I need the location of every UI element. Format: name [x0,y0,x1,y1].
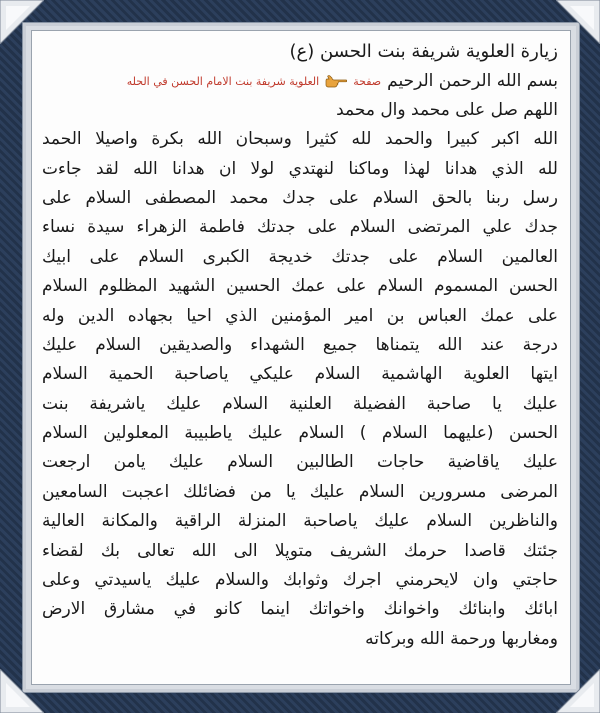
salawat: اللهم صل على محمد وال محمد [336,99,558,120]
text-line: رسل ربنا بالحق السلام على جدك محمد المصطفى السلام على [42,187,558,208]
text-line: ومغاربها ورحمة الله وبركاته [365,628,558,649]
page-name: العلوية شريفة بنت الامام الحسن في الحله [126,74,320,88]
text-line: ابائك وابنائك واخوانك واخواتك اينما كانو في مشارق الارض [42,599,558,620]
header-line [42,66,558,95]
text-line: المرضى مسرورين السلام عليك يا من فضائلك اعجبت السامعين [42,481,558,502]
document-title: زيارة العلوية شريفة بنت الحسن (ع) [289,41,558,62]
text-line: عليك يا صاحبة الفضيلة العلنية السلام عليك ياشريفة بنت [42,393,558,414]
text-line: لله الذي هدانا لهذا وماكنا لنهتدي لولا ان هدانا الله لقد جاءت [42,158,558,179]
document-page [31,30,571,685]
text-line: حاجتي وان لايحرمني اجرك وثوابك والسلام عليك ياسيدتي وعلى [42,570,558,591]
text-line: على عمك العباس بن امير المؤمنين الذي احيا بجهاده الدين وله [42,305,558,326]
text-line: الله اكبر كبيرا والحمد لله كثيرا وسبحان الله بكرة واصيلا الحمد [42,129,558,150]
text-line: والناظرين السلام عليك ياصاحبة المنزلة الراقية والمكانة العالية [42,511,558,532]
text-line: ايتها العلوية الهاشمية السلام عليكي ياصاحبة الحمية السلام [42,364,558,385]
page-label: صفحة [353,74,382,88]
text-line: جدك علي المرتضى السلام على جدتك فاطمة الزهراء سيدة نساء [42,217,558,238]
text-line: العالمين السلام على جدتك خديجة الكبرى السلام على ابيك [42,246,558,267]
basmala: بسم الله الرحمن الرحيم [387,71,558,92]
text-line: الحسن المسموم السلام على عمك الحسين الشهيد المظلوم السلام [42,276,558,297]
text-line: جئتك قاصدا حرمك الشريف متوپلا الى الله تعالى بك لقضاء [42,540,558,561]
pointing-hand-icon [325,74,347,88]
text-line: درجة عند الله يتمناها جميع الشهداء والصديقين السلام عليك [42,334,558,355]
text-line: عليك ياقاضية حاجات الطالبين السلام عليك يامن ارجعت [42,452,558,473]
document-text [42,37,558,654]
text-line: الحسن (عليهما السلام ) السلام عليك ياطبيبة المعلولين السلام [42,423,558,444]
